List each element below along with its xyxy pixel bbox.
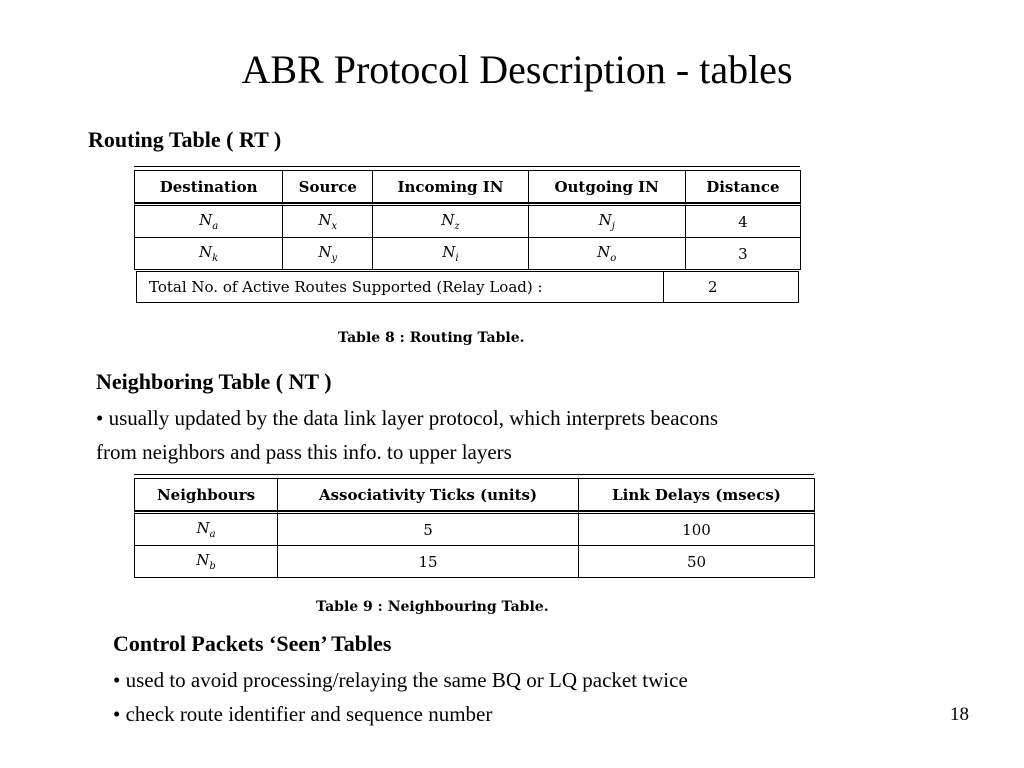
neighbor-table-caption: Table 9 : Neighbouring Table. <box>316 599 549 615</box>
routing-col-header: Incoming IN <box>373 170 528 203</box>
neighbor-col-header: Associativity Ticks (units) <box>278 478 579 511</box>
relay-load-value: 2 <box>708 278 718 296</box>
routing-table-header-row <box>134 170 801 203</box>
page-number: 18 <box>950 704 969 725</box>
neighbor-cell: 100 <box>579 511 815 546</box>
table-row <box>134 511 815 546</box>
routing-cell: $N_y$ <box>283 238 373 270</box>
neighbor-col-header: Link Delays (msecs) <box>579 478 815 511</box>
neighbor-table-heading: Neighboring Table ( NT ) <box>96 369 332 394</box>
routing-cell: $N_k$ <box>134 238 283 270</box>
routing-cell: $N_z$ <box>373 203 528 238</box>
routing-cell: $N_j$ <box>529 203 686 238</box>
routing-cell: $N_a$ <box>134 203 283 238</box>
table-row <box>134 203 801 238</box>
routing-table-top-rule <box>134 166 800 167</box>
slide-title: ABR Protocol Description - tables <box>241 47 793 92</box>
routing-cell: 4 <box>686 203 801 238</box>
neighbor-cell: 50 <box>579 546 815 578</box>
routing-table <box>134 170 801 270</box>
control-bullet-2: • check route identifier and sequence number <box>113 702 493 726</box>
neighbor-table <box>134 478 815 578</box>
routing-cell: $N_o$ <box>529 238 686 270</box>
table-row <box>134 546 815 578</box>
relay-load-box <box>136 271 799 303</box>
control-bullet-1: • used to avoid processing/relaying the same BQ or LQ packet twice <box>113 668 688 692</box>
neighbor-cell: 15 <box>278 546 579 578</box>
routing-col-header: Destination <box>134 170 283 203</box>
control-packets-heading: Control Packets ‘Seen’ Tables <box>113 631 392 656</box>
table-row <box>134 238 801 270</box>
routing-col-header: Source <box>283 170 373 203</box>
neighbor-table-top-rule <box>134 474 814 475</box>
neighbor-cell: 5 <box>278 511 579 546</box>
routing-cell: $N_i$ <box>373 238 528 270</box>
routing-table-caption: Table 8 : Routing Table. <box>338 330 525 346</box>
relay-load-label: Total No. of Active Routes Supported (Relay Load) : <box>137 272 664 302</box>
neighbor-table-header-row <box>134 478 815 511</box>
routing-col-header: Outgoing IN <box>529 170 686 203</box>
neighbor-bullet-line1: • usually updated by the data link layer protocol, which interprets beacons <box>96 406 719 430</box>
neighbor-cell: $N_a$ <box>134 511 278 546</box>
routing-col-header: Distance <box>686 170 801 203</box>
routing-table-heading: Routing Table ( RT ) <box>88 127 282 152</box>
routing-cell: 3 <box>686 238 801 270</box>
neighbor-cell: $N_b$ <box>134 546 278 578</box>
neighbor-bullet-line2: from neighbors and pass this info. to upper layers <box>96 440 512 464</box>
neighbor-col-header: Neighbours <box>134 478 278 511</box>
routing-cell: $N_x$ <box>283 203 373 238</box>
